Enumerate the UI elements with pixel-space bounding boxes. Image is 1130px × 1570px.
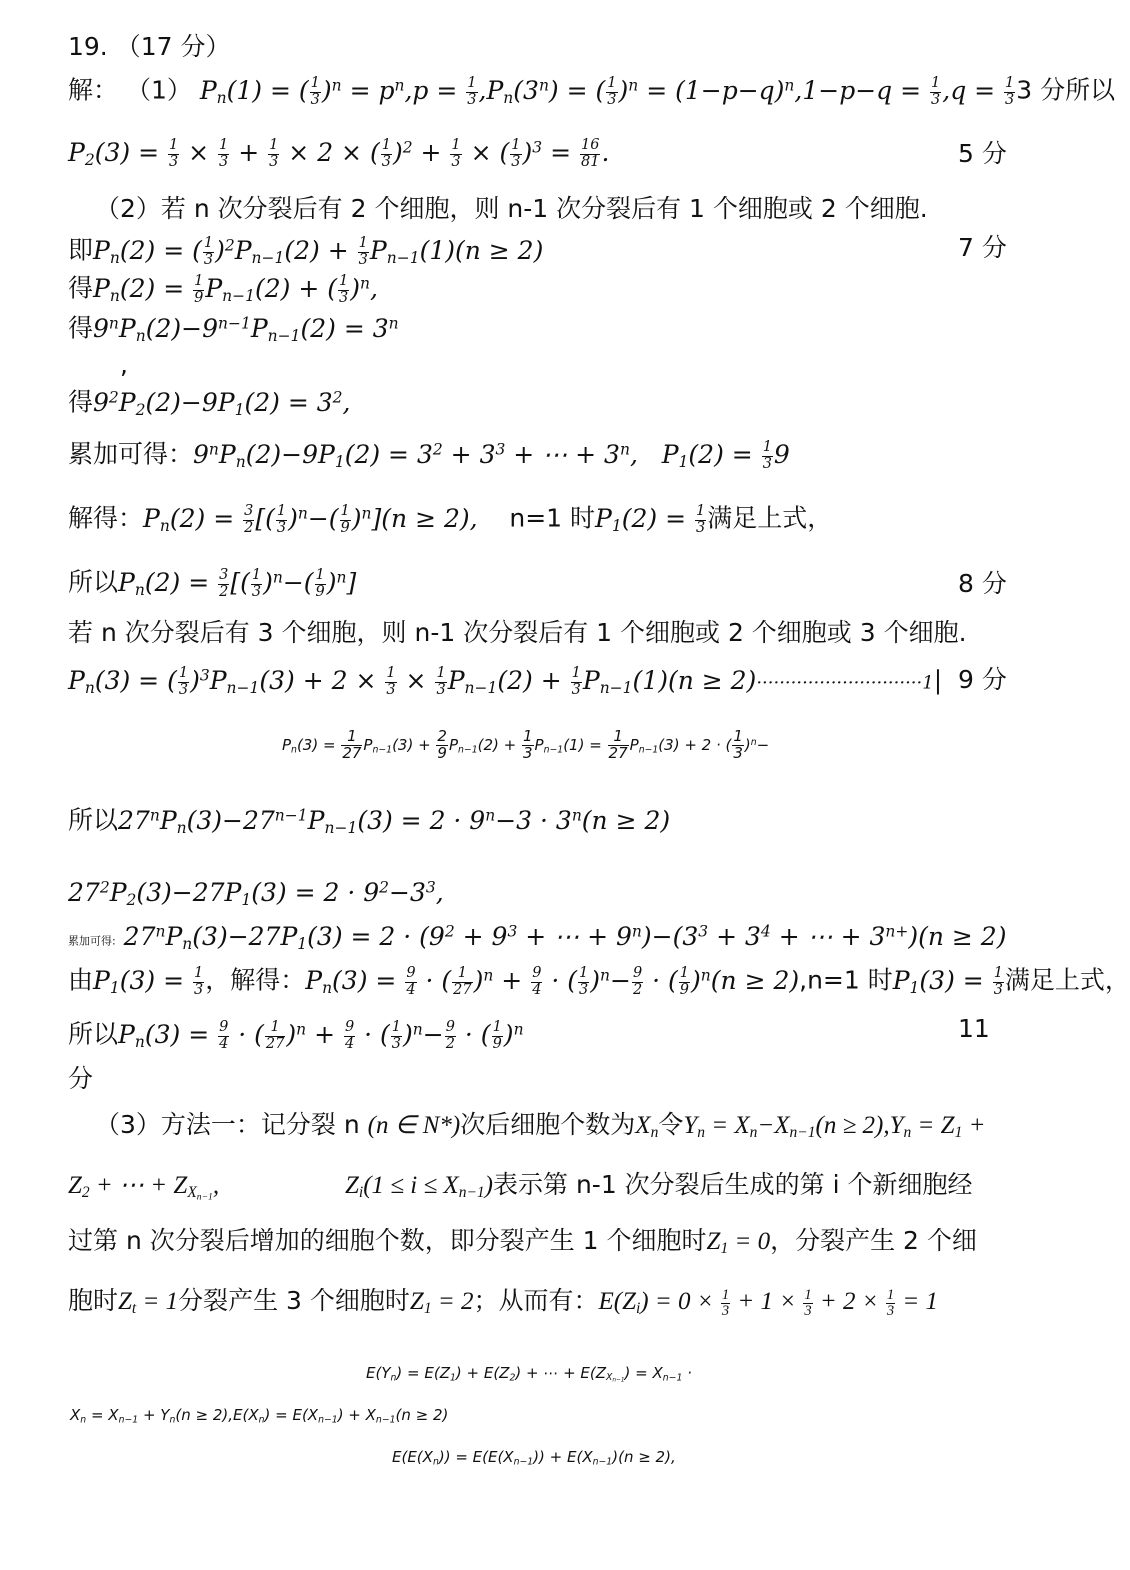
part2-small-formula: $P_n(3)$ = $\frac{1}{27}$ $P_{n-1}(3)$ + $\frac{2}{9}$ $P_{n-1}(2)$ + $\frac{1}{3}$ $P_{n-1}(1)$ = $\frac{1}{27}$ $P_{n-1}(3) + 2$ · ( $\frac{1}{3}$ )$^n$− bbox=[282, 727, 770, 763]
problem-points: （17 分） bbox=[115, 32, 231, 61]
part2-step2: 得$9^nP_n(2)-9^{n-1}P_{n-1}(2) = 3^n$ bbox=[68, 313, 399, 345]
part2-intro3: 若 n 次分裂后有 3 个细胞，则 n-1 次分裂后有 1 个细胞或 2 个细胞或 3 个细胞. bbox=[68, 618, 967, 647]
part2-27sq: $27^2P_2(3)-27P_1(3) = 2 \cdot 9^2-3^3$, bbox=[68, 877, 444, 909]
part3-line2b: $Z_i(1 \le i \le X_{n-1})$表示第 n-1 次分裂后生成的第 i 个新细胞经 bbox=[345, 1170, 973, 1201]
part2-result: 所以$P_n(2)$ = $\frac{3}{2}$ [( $\frac{1}{3}$ )$^n$−( $\frac{1}{9}$ )$^n$] bbox=[68, 567, 357, 600]
part2-step1: 得$P_n(2)$ = $\frac{1}{9}$ $P_{n-1}(2)$ + ( $\frac{1}{3}$ )$^n$, bbox=[68, 273, 378, 306]
part2-solve3: 由$P_1(3)$ = $\frac{1}{3}$ ，解得：$P_n(3)$ = $\frac{9}{4}$ · ( $\frac{1}{27}$ )$^n$ + $\frac{9}{4}$ · ( $\frac{1}{3}$ )$^n$− $\frac{9}{2}$ · ( $\frac{1}{9}$ )$^n$(n ≥ 2),n=1 时$P_1(3)$ = $\frac{1}{3}$ 满足上式， bbox=[68, 965, 1130, 998]
part1-label: 解： （1） bbox=[68, 75, 192, 105]
score-5: 5 分 bbox=[958, 139, 1007, 168]
score-7: 7 分 bbox=[958, 233, 1007, 262]
score-8: 8 分 bbox=[958, 569, 1007, 598]
score-11-unit: 分 bbox=[68, 1064, 94, 1093]
part1-line2: $P_2(3)$ = $\frac{1}{3}$ × $\frac{1}{3}$ + $\frac{1}{3}$ × 2 × ( $\frac{1}{3}$ )$^2$ + $\frac{1}{3}$ × ( $\frac{1}{3}$ )$^3$ = $\frac{16}{81}$ . bbox=[68, 137, 610, 170]
part2-sum: 累加可得：$9^nP_n(2)-9P_1(2) = 3^2 + 3^3$ + ⋯ + $3^n$, $P_1(2)$ = $\frac{1}{3}$ 9 bbox=[68, 439, 790, 472]
part3-line2: $Z_2$ + ⋯ + $Z_{X_{n-1}}$, bbox=[68, 1172, 220, 1203]
part2-intro: （2）若 n 次分裂后有 2 个细胞，则 n-1 次分裂后有 1 个细胞或 2 个细胞. bbox=[95, 194, 928, 223]
score-9: 9 分 bbox=[958, 665, 1007, 694]
problem-number: 19. bbox=[68, 32, 108, 61]
part2-solve: 解得：$P_n(2)$ = $\frac{3}{2}$ [( $\frac{1}{3}$ )$^n$−( $\frac{1}{9}$ )$^n$](n ≥ 2), n=1 时$P_1(2)$ = $\frac{1}{3}$ 满足上式， bbox=[68, 503, 833, 536]
part3-eq3: $E(E(X_n)) = E(E(X_{n-1})) + E(X_{n-1})(n \ge 2)$, bbox=[392, 1448, 676, 1468]
part2-sum3: 累加可得: $27^nP_n(3)-27P_1(3) = 2 \cdot (9^2 + 9^3$ + ⋯ + $9^n)-(3^3 + 3^4$ + ⋯ + $3^{n+})(n \ge 2)$ bbox=[68, 921, 1007, 953]
part1-score-3: 3 分所以 bbox=[1016, 75, 1116, 105]
part3-eq1: $E(Y_n) = E(Z_1) + E(Z_2)$ + ⋯ + $E(Z_{X_{n-1}}) = X_{n-1}$ · bbox=[366, 1364, 692, 1384]
part3-line4: 胞时$Z_t = 1$分裂产生 3 个细胞时$Z_1 = 2$；从而有：$E(Z_i) = 0$ × $\frac{1}{3}$ + 1 × $\frac{1}{3}$ + 2 × $\frac{1}{3}$ = 1 bbox=[68, 1286, 938, 1319]
part3-eq2: $X_n = X_{n-1} + Y_n(n \ge 2),E(X_n) = E(X_{n-1}) + X_{n-1}(n \ge 2)$ bbox=[70, 1406, 449, 1426]
part1-formula: $P_n(1)$ = ( $\frac{1}{3}$ )$^n = p^n,p$ = $\frac{1}{3}$ $,P_n(3^n)$ = ( $\frac{1}{3}$ )$^n = (1-p-q)^n,1-p-q$ = $\frac{1}{3}$ ,q = $\frac{1}{3}$ bbox=[199, 75, 1015, 108]
part2-recurrence3: $P_n(3)$ = ( $\frac{1}{3}$ )$^3P_{n-1}(3) + 2$ × $\frac{1}{3}$ × $\frac{1}{3}$ $P_{n-1}(2)$ + $\frac{1}{3}$ $P_{n-1}(1)(n \ge 2)\cdot\cdot\cdot\cdot\cdot\cdot\cdot\cdot\cdot\cdot\cdot\cdot\cdot\cdot\cdot\cdot\cdot\cdot\cdot\cdot\cdot\cdot\cdot\cdot\cdot\cdot\cdot\cdot\cdot 1|$ bbox=[68, 665, 943, 698]
part1-line1 bbox=[68, 68, 1115, 114]
part3-line3: 过第 n 次分裂后增加的细胞个数，即分裂产生 1 个细胞时$Z_1 = 0$，分裂产生 2 个细 bbox=[68, 1226, 977, 1257]
score-11: 11 bbox=[958, 1014, 990, 1043]
part2-step3: 得$9^2P_2(2)-9P_1(2) = 3^2$, bbox=[68, 387, 351, 419]
problem-header bbox=[68, 30, 230, 64]
part3-line1: （3）方法一：记分裂 n (n ∈ N*)次后细胞个数为$X_n$令$Y_n = X_n-X_{n-1}(n \ge 2),Y_n = Z_1$ + bbox=[95, 1110, 986, 1141]
part2-recurrence: 即$P_n(2)$ = ( $\frac{1}{3}$ )$^2P_{n-1}(2)$ + $\frac{1}{3}$ $P_{n-1}(1)(n \ge 2)$ bbox=[68, 235, 544, 268]
lone-comma: , bbox=[120, 350, 128, 379]
part2-result3: 所以$P_n(3)$ = $\frac{9}{4}$ · ( $\frac{1}{27}$ )$^n$ + $\frac{9}{4}$ · ( $\frac{1}{3}$ )$^n$− $\frac{9}{2}$ · ( $\frac{1}{9}$ )$^n$ bbox=[68, 1019, 524, 1052]
part2-27n: 所以$27^nP_n(3)-27^{n-1}P_{n-1}(3) = 2 \cdot 9^n-3 \cdot 3^n(n \ge 2)$ bbox=[68, 805, 671, 837]
